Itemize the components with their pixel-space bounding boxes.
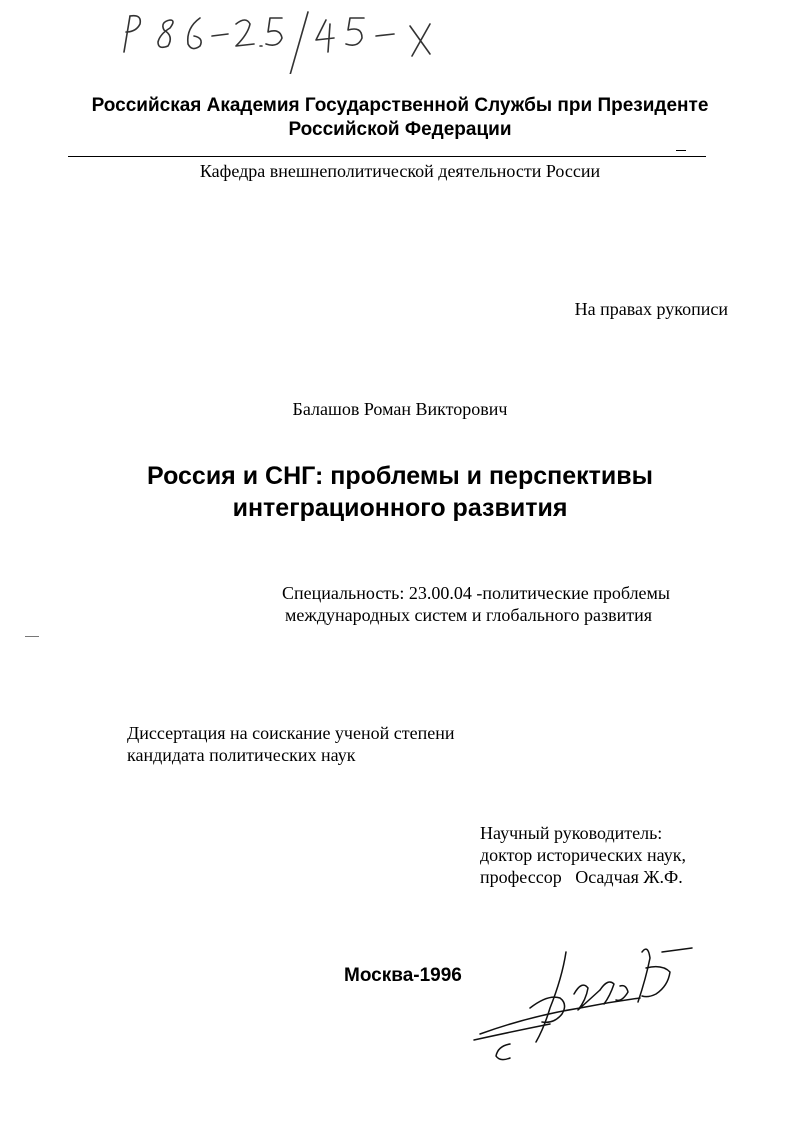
department-name: Кафедра внешнеполитической деятельности России (199, 161, 601, 181)
handwritten-catalog-number (112, 2, 472, 74)
handwritten-signature (470, 938, 700, 1068)
dissertation-degree-line-1: Диссертация на соискание ученой степени (127, 723, 455, 743)
manuscript-notice: На правах рукописи (574, 299, 728, 319)
supervisor-name: профессор Осадчая Ж.Ф. (480, 867, 683, 887)
margin-mark (25, 636, 39, 637)
svg-text:Р 86-2.5/45-Х: Р 86-2.5/45-Х (112, 72, 118, 73)
header-rule-tick (676, 150, 686, 151)
header-divider (68, 156, 706, 157)
city-and-year: Москва-1996 (344, 965, 462, 986)
supervisor-degree: доктор исторических наук, (480, 845, 686, 865)
specialty-line-1: Специальность: 23.00.04 -политические проблемы (282, 583, 671, 603)
author-name: Балашов Роман Викторович (292, 399, 508, 419)
organization-name-line-2: Российской Федерации (288, 119, 512, 140)
specialty-line-2: международных систем и глобального развития (285, 605, 652, 625)
thesis-title-line-1: Россия и СНГ: проблемы и перспективы (147, 462, 653, 490)
thesis-title-line-2: интеграционного развития (232, 494, 568, 522)
dissertation-degree-line-2: кандидата политических наук (127, 745, 356, 765)
supervisor-label: Научный руководитель: (480, 823, 663, 843)
organization-name-line-1: Российская Академия Государственной Службы при Президенте (91, 95, 709, 116)
